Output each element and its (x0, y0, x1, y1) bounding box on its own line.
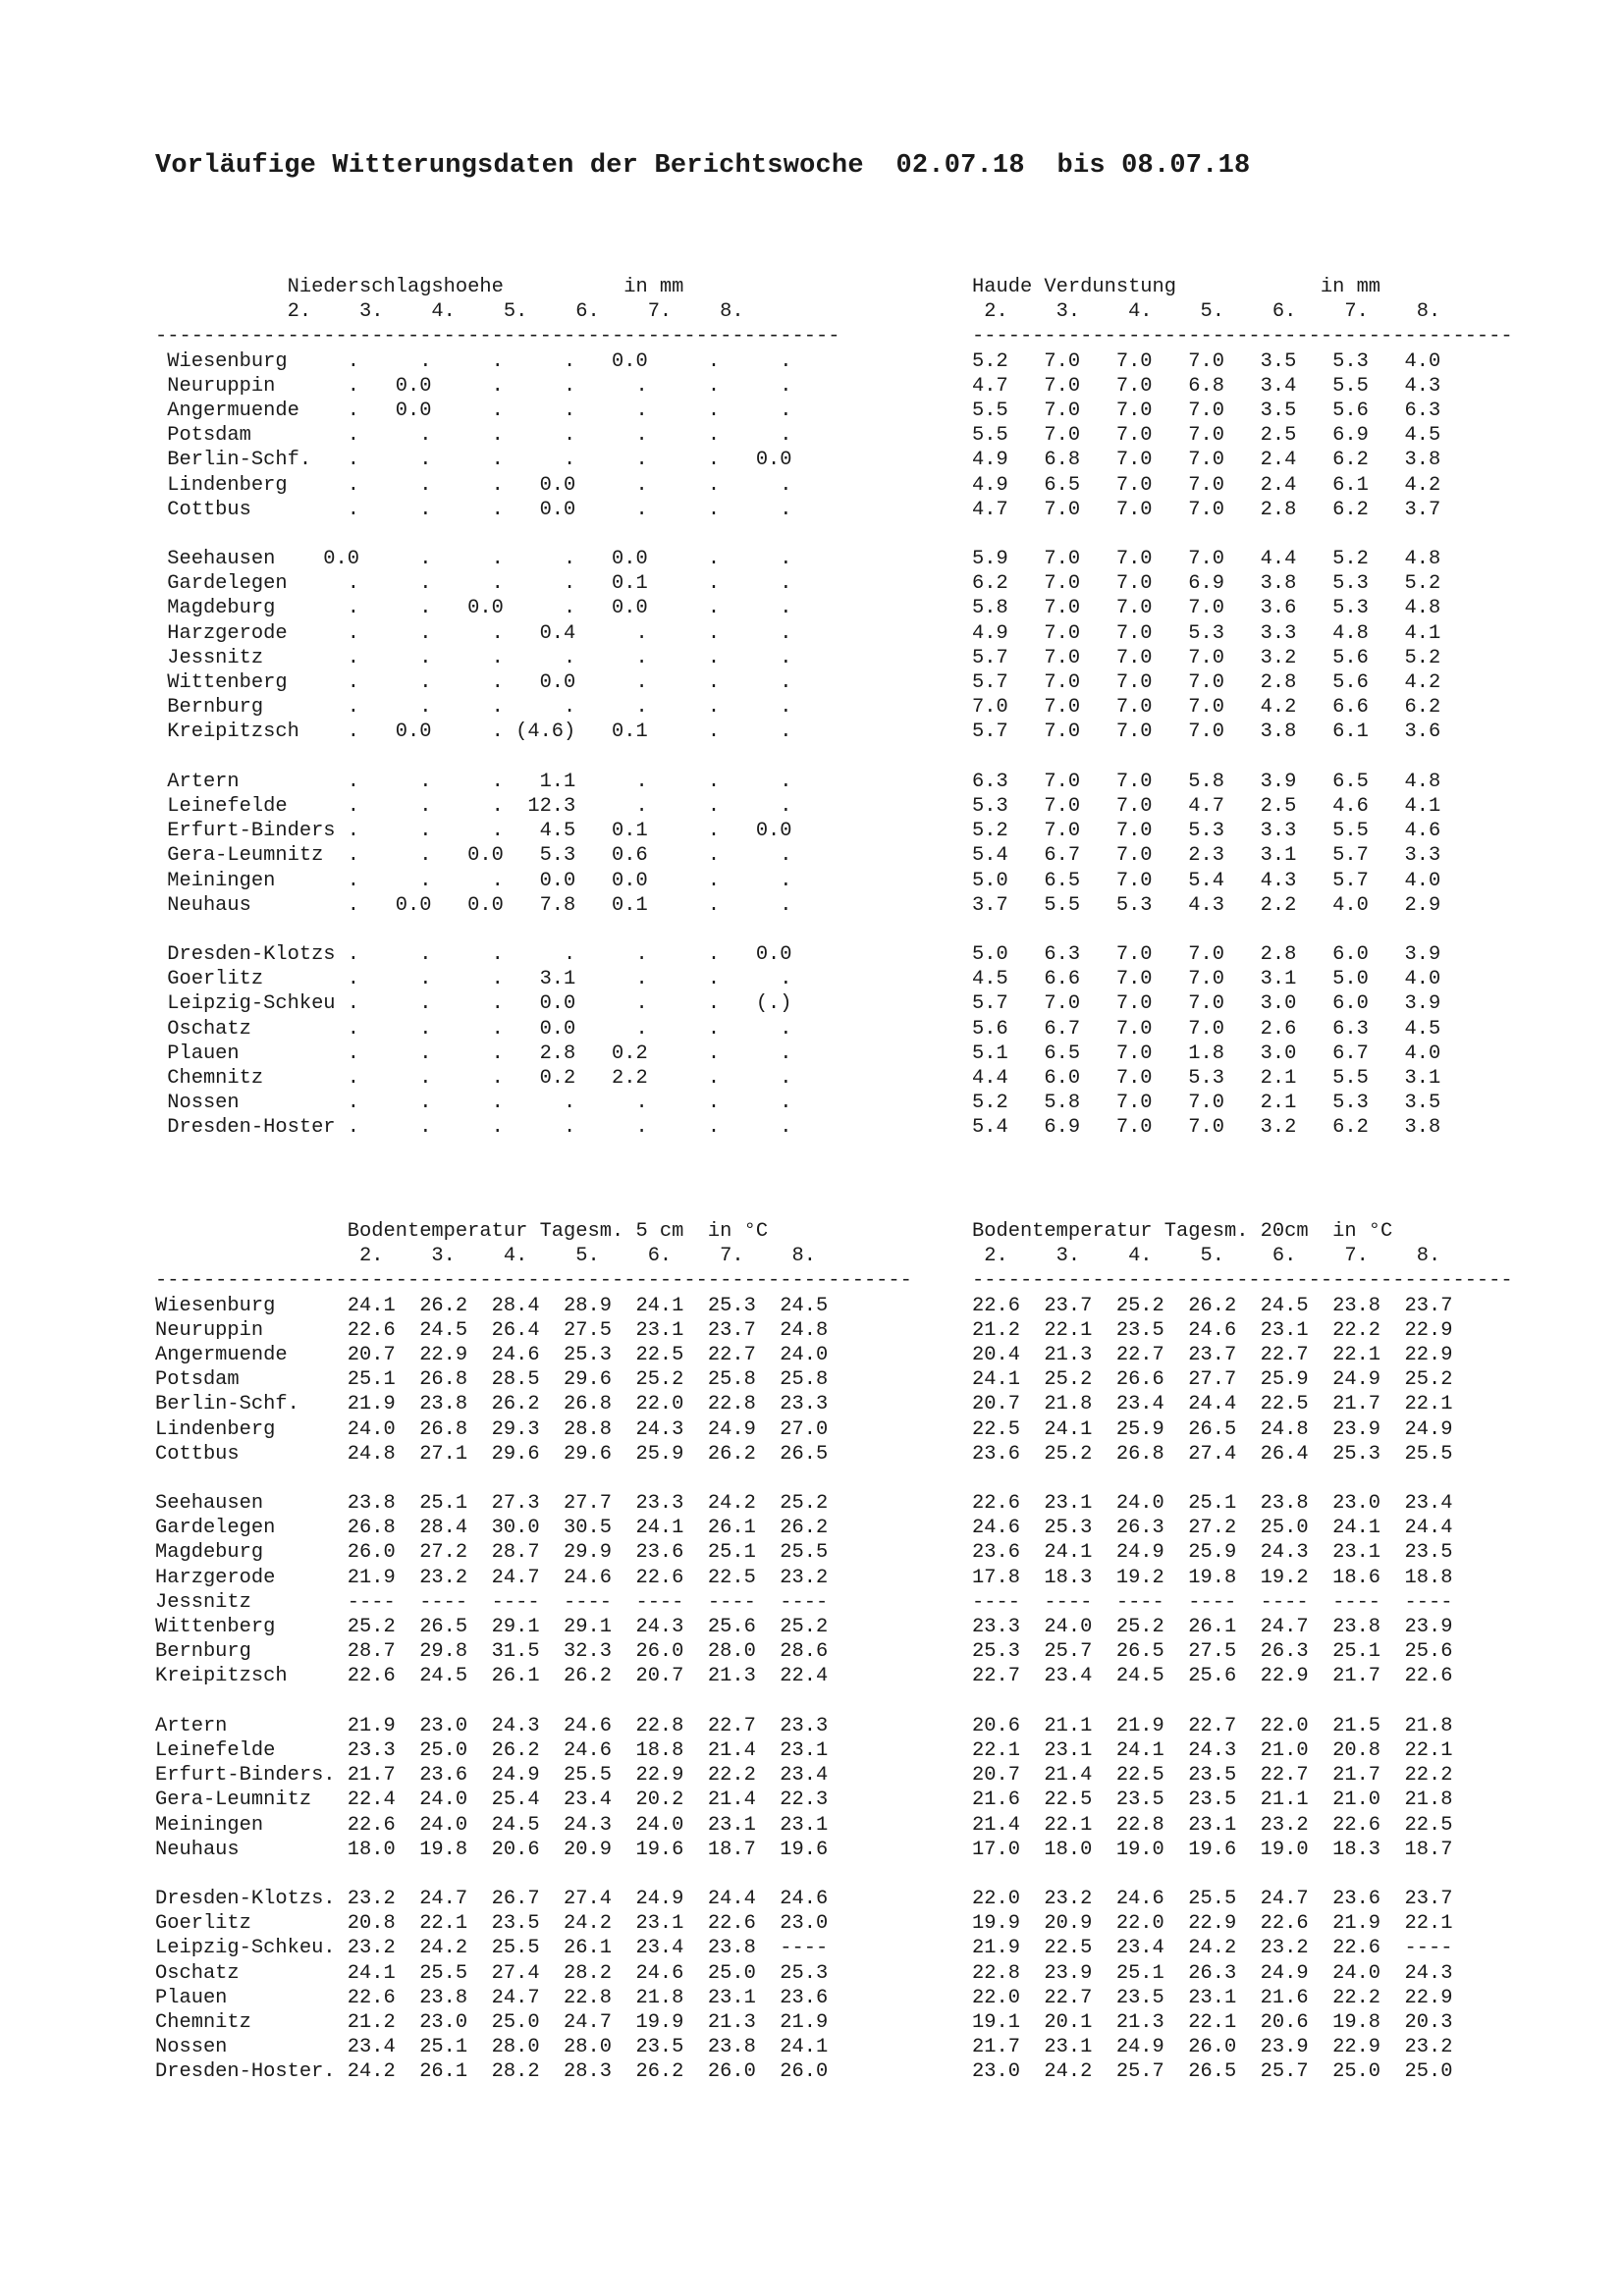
table-row: 19.1 20.1 21.3 22.1 20.6 19.8 20.3 (972, 2011, 1453, 2034)
group-spacer (972, 745, 1513, 770)
table-row: Oschatz . . . 0.0 . . . (155, 1017, 792, 1041)
table-row: Harzgerode 21.9 23.2 24.7 24.6 22.6 22.5 23.2 (155, 1566, 829, 1589)
table-row: Wiesenburg 24.1 26.2 28.4 28.9 24.1 25.3 24.5 (155, 1294, 829, 1317)
document-title: Vorläufige Witterungsdaten der Berichtswoche 02.07.18 bis 08.07.18 (155, 151, 1251, 181)
table-row: 5.4 6.7 7.0 2.3 3.1 5.7 3.3 (972, 844, 1441, 868)
table-row: 21.6 22.5 23.5 23.5 21.1 21.0 21.8 (972, 1789, 1453, 1812)
table-row: 7.0 7.0 7.0 7.0 4.2 6.6 6.2 (972, 696, 1441, 720)
table-row: 5.8 7.0 7.0 7.0 3.6 5.3 4.8 (972, 597, 1441, 620)
table-row: 22.6 23.1 24.0 25.1 23.8 23.0 23.4 (972, 1492, 1453, 1516)
table-row: Magdeburg 26.0 27.2 28.7 29.9 23.6 25.1 25.5 (155, 1541, 829, 1565)
table-row: 5.7 7.0 7.0 7.0 3.2 5.6 5.2 (972, 646, 1441, 669)
table-row: 5.2 7.0 7.0 5.3 3.3 5.5 4.6 (972, 820, 1441, 843)
separator-line: --------------------------------------------- (972, 325, 1513, 348)
table-row: Gardelegen . . . . 0.1 . . (155, 572, 792, 596)
table-row: Meiningen . . . 0.0 0.0 . . (155, 869, 792, 892)
table-row: 21.7 23.1 24.9 26.0 23.9 22.9 23.2 (972, 2036, 1453, 2059)
table-row: 17.0 18.0 19.0 19.6 19.0 18.3 18.7 (972, 1838, 1453, 1861)
group-spacer (155, 918, 839, 942)
table-row: Artern 21.9 23.0 24.3 24.6 22.8 22.7 23.3 (155, 1714, 829, 1737)
table-row: Leinefelde 23.3 25.0 26.2 24.6 18.8 21.4 23.1 (155, 1738, 829, 1762)
table-row: Bernburg 28.7 29.8 31.5 32.3 26.0 28.0 28.6 (155, 1640, 829, 1664)
table-row: 21.9 22.5 23.4 24.2 23.2 22.6 ---- (972, 1937, 1453, 1960)
table-row: 22.0 22.7 23.5 23.1 21.6 22.2 22.9 (972, 1986, 1453, 2009)
table-row: Wittenberg . . . 0.0 . . . (155, 671, 792, 694)
soil-temperature-20cm-table (972, 1219, 1513, 2085)
table-heading: Haude Verdunstung in mm (972, 276, 1381, 298)
group-spacer (972, 918, 1513, 942)
table-row: Nossen . . . . . . . (155, 1092, 792, 1115)
table-row: 4.9 6.8 7.0 7.0 2.4 6.2 3.8 (972, 449, 1441, 472)
table-row: 23.6 24.1 24.9 25.9 24.3 23.1 23.5 (972, 1541, 1453, 1565)
evaporation-table (972, 275, 1513, 1141)
table-row: Dresden-Klotzs. 23.2 24.7 26.7 27.4 24.9 24.4 24.6 (155, 1888, 829, 1911)
table-row: Gera-Leumnitz 22.4 24.0 25.4 23.4 20.2 21.4 22.3 (155, 1789, 829, 1812)
table-row: 23.0 24.2 25.7 26.5 25.7 25.0 25.0 (972, 2060, 1453, 2084)
table-row: 5.3 7.0 7.0 4.7 2.5 4.6 4.1 (972, 794, 1441, 818)
column-header-row: 2. 3. 4. 5. 6. 7. 8. (155, 1245, 817, 1268)
table-row: Goerlitz 20.8 22.1 23.5 24.2 23.1 22.6 23.0 (155, 1912, 829, 1936)
table-row: Bernburg . . . . . . . (155, 696, 792, 720)
table-row: Gardelegen 26.8 28.4 30.0 30.5 24.1 26.1 26.2 (155, 1517, 829, 1540)
table-row: Potsdam 25.1 26.8 28.5 29.6 25.2 25.8 25.8 (155, 1368, 829, 1392)
table-row: Dresden-Klotzs . . . . . . 0.0 (155, 943, 792, 967)
table-row: 5.2 5.8 7.0 7.0 2.1 5.3 3.5 (972, 1092, 1441, 1115)
group-spacer (155, 522, 839, 547)
table-row: 20.6 21.1 21.9 22.7 22.0 21.5 21.8 (972, 1714, 1453, 1737)
table-row: 22.1 23.1 24.1 24.3 21.0 20.8 22.1 (972, 1738, 1453, 1762)
group-spacer (972, 1467, 1513, 1491)
table-row: 17.8 18.3 19.2 19.8 19.2 18.6 18.8 (972, 1566, 1453, 1589)
soil-temperature-5cm-table (155, 1219, 912, 2085)
table-row: Potsdam . . . . . . . (155, 424, 792, 448)
table-row: Kreipitzsch . 0.0 . (4.6) 0.1 . . (155, 721, 792, 744)
table-row: 23.6 25.2 26.8 27.4 26.4 25.3 25.5 (972, 1442, 1453, 1466)
table-row: 24.1 25.2 26.6 27.7 25.9 24.9 25.2 (972, 1368, 1453, 1392)
table-row: 22.7 23.4 24.5 25.6 22.9 21.7 22.6 (972, 1665, 1453, 1688)
group-spacer (155, 1689, 912, 1714)
table-row: Magdeburg . . 0.0 . 0.0 . . (155, 597, 792, 620)
table-row: Dresden-Hoster . . . . . . . (155, 1116, 792, 1140)
table-row: Erfurt-Binders . . . 4.5 0.1 . 0.0 (155, 820, 792, 843)
table-row: Jessnitz . . . . . . . (155, 646, 792, 669)
table-row: 4.7 7.0 7.0 6.8 3.4 5.5 4.3 (972, 374, 1441, 398)
precipitation-table (155, 275, 839, 1141)
table-row: 22.6 23.7 25.2 26.2 24.5 23.8 23.7 (972, 1294, 1453, 1317)
table-row: Dresden-Hoster. 24.2 26.1 28.2 28.3 26.2 26.0 26.0 (155, 2060, 829, 2084)
separator-line: --------------------------------------------------------------- (155, 1269, 912, 1293)
table-row: 5.1 6.5 7.0 1.8 3.0 6.7 4.0 (972, 1041, 1441, 1065)
table-row: Oschatz 24.1 25.5 27.4 28.2 24.6 25.0 25.3 (155, 1961, 829, 1985)
table-row: Wittenberg 25.2 26.5 29.1 29.1 24.3 25.6 25.2 (155, 1616, 829, 1638)
table-row: Chemnitz . . . 0.2 2.2 . . (155, 1067, 792, 1090)
table-row: 5.7 7.0 7.0 7.0 3.0 6.0 3.9 (972, 992, 1441, 1016)
table-row: 22.8 23.9 25.1 26.3 24.9 24.0 24.3 (972, 1961, 1453, 1985)
table-row: Leipzig-Schkeu. 23.2 24.2 25.5 26.1 23.4 23.8 ---- (155, 1937, 829, 1960)
table-heading: Niederschlagshoehe in mm (155, 276, 684, 298)
table-row: Artern . . . 1.1 . . . (155, 770, 792, 793)
table-row: 22.0 23.2 24.6 25.5 24.7 23.6 23.7 (972, 1888, 1453, 1911)
table-row: 22.5 24.1 25.9 26.5 24.8 23.9 24.9 (972, 1417, 1453, 1441)
table-row: 20.7 21.8 23.4 24.4 22.5 21.7 22.1 (972, 1393, 1453, 1416)
group-spacer (155, 1862, 912, 1887)
table-row: Neuruppin . 0.0 . . . . . (155, 374, 792, 398)
table-row: 3.7 5.5 5.3 4.3 2.2 4.0 2.9 (972, 893, 1441, 917)
table-row: 20.4 21.3 22.7 23.7 22.7 22.1 22.9 (972, 1343, 1453, 1366)
table-row: 23.3 24.0 25.2 26.1 24.7 23.8 23.9 (972, 1616, 1453, 1638)
column-header-row: 2. 3. 4. 5. 6. 7. 8. (155, 300, 744, 324)
table-row: Cottbus . . . 0.0 . . . (155, 498, 792, 521)
table-row: Neuhaus 18.0 19.8 20.6 20.9 19.6 18.7 19.6 (155, 1838, 829, 1861)
table-row: Leinefelde . . . 12.3 . . . (155, 794, 792, 818)
table-row: Lindenberg 24.0 26.8 29.3 28.8 24.3 24.9 27.0 (155, 1417, 829, 1441)
table-row: 5.0 6.5 7.0 5.4 4.3 5.7 4.0 (972, 869, 1441, 892)
table-row: 5.5 7.0 7.0 7.0 2.5 6.9 4.5 (972, 424, 1441, 448)
table-row: Seehausen 23.8 25.1 27.3 27.7 23.3 24.2 25.2 (155, 1492, 829, 1516)
group-spacer (972, 1689, 1513, 1714)
table-row: Plauen . . . 2.8 0.2 . . (155, 1041, 792, 1065)
separator-line: --------------------------------------------- (972, 1269, 1513, 1293)
table-row: 5.6 6.7 7.0 7.0 2.6 6.3 4.5 (972, 1017, 1441, 1041)
table-row: 25.3 25.7 26.5 27.5 26.3 25.1 25.6 (972, 1640, 1453, 1664)
table-heading: Bodentemperatur Tagesm. 5 cm in °C (155, 1220, 769, 1243)
table-row: Harzgerode . . . 0.4 . . . (155, 621, 792, 645)
table-row: 4.9 7.0 7.0 5.3 3.3 4.8 4.1 (972, 621, 1441, 645)
table-row: 4.5 6.6 7.0 7.0 3.1 5.0 4.0 (972, 968, 1441, 991)
table-row: 5.9 7.0 7.0 7.0 4.4 5.2 4.8 (972, 548, 1441, 571)
table-row: Gera-Leumnitz . . 0.0 5.3 0.6 . . (155, 844, 792, 868)
table-row: Nossen 23.4 25.1 28.0 28.0 23.5 23.8 24.1 (155, 2036, 829, 2059)
table-row: 24.6 25.3 26.3 27.2 25.0 24.1 24.4 (972, 1517, 1453, 1540)
table-row: Cottbus 24.8 27.1 29.6 29.6 25.9 26.2 26.5 (155, 1442, 829, 1466)
table-row: Lindenberg . . . 0.0 . . . (155, 473, 792, 497)
table-row: 5.0 6.3 7.0 7.0 2.8 6.0 3.9 (972, 943, 1441, 967)
table-row: Angermuende 20.7 22.9 24.6 25.3 22.5 22.7 24.0 (155, 1343, 829, 1366)
table-row: 5.7 7.0 7.0 7.0 3.8 6.1 3.6 (972, 721, 1441, 744)
table-row: Berlin-Schf. 21.9 23.8 26.2 26.8 22.0 22.8 23.3 (155, 1393, 829, 1416)
table-row: 6.3 7.0 7.0 5.8 3.9 6.5 4.8 (972, 770, 1441, 793)
table-row: Goerlitz . . . 3.1 . . . (155, 968, 792, 991)
table-row: 21.2 22.1 23.5 24.6 23.1 22.2 22.9 (972, 1318, 1453, 1342)
table-row: Neuhaus . 0.0 0.0 7.8 0.1 . . (155, 893, 792, 917)
table-row: 19.9 20.9 22.0 22.9 22.6 21.9 22.1 (972, 1912, 1453, 1936)
table-row: 4.4 6.0 7.0 5.3 2.1 5.5 3.1 (972, 1067, 1441, 1090)
table-row: Angermuende . 0.0 . . . . . (155, 399, 792, 422)
table-row: 5.2 7.0 7.0 7.0 3.5 5.3 4.0 (972, 349, 1441, 373)
table-row: Leipzig-Schkeu . . . 0.0 . . (.) (155, 992, 792, 1016)
table-row: 5.7 7.0 7.0 7.0 2.8 5.6 4.2 (972, 671, 1441, 694)
group-spacer (972, 1862, 1513, 1887)
table-row: Meiningen 22.6 24.0 24.5 24.3 24.0 23.1 23.1 (155, 1813, 829, 1837)
table-row: 6.2 7.0 7.0 6.9 3.8 5.3 5.2 (972, 572, 1441, 596)
table-row: Jessnitz ---- ---- ---- ---- ---- ---- ---- (155, 1590, 829, 1614)
column-header-row: 2. 3. 4. 5. 6. 7. 8. (972, 1245, 1441, 1268)
table-row: 5.4 6.9 7.0 7.0 3.2 6.2 3.8 (972, 1116, 1441, 1140)
separator-line: --------------------------------------------------------- (155, 325, 840, 348)
group-spacer (972, 522, 1513, 547)
group-spacer (155, 745, 839, 770)
table-row: 4.7 7.0 7.0 7.0 2.8 6.2 3.7 (972, 498, 1441, 521)
table-row: ---- ---- ---- ---- ---- ---- ---- (972, 1590, 1453, 1614)
table-row: Wiesenburg . . . . 0.0 . . (155, 349, 792, 373)
table-row: Plauen 22.6 23.8 24.7 22.8 21.8 23.1 23.6 (155, 1986, 829, 2009)
table-row: Berlin-Schf. . . . . . . 0.0 (155, 449, 792, 472)
group-spacer (155, 1467, 912, 1491)
table-row: 4.9 6.5 7.0 7.0 2.4 6.1 4.2 (972, 473, 1441, 497)
table-row: Erfurt-Binders. 21.7 23.6 24.9 25.5 22.9 22.2 23.4 (155, 1764, 829, 1788)
table-row: 21.4 22.1 22.8 23.1 23.2 22.6 22.5 (972, 1813, 1453, 1837)
table-row: Chemnitz 21.2 23.0 25.0 24.7 19.9 21.3 21.9 (155, 2011, 829, 2034)
table-row: 20.7 21.4 22.5 23.5 22.7 21.7 22.2 (972, 1764, 1453, 1788)
column-header-row: 2. 3. 4. 5. 6. 7. 8. (972, 300, 1441, 324)
table-row: Kreipitzsch 22.6 24.5 26.1 26.2 20.7 21.3 22.4 (155, 1665, 829, 1688)
table-heading: Bodentemperatur Tagesm. 20cm in °C (972, 1220, 1393, 1243)
table-row: 5.5 7.0 7.0 7.0 3.5 5.6 6.3 (972, 399, 1441, 422)
table-row: Neuruppin 22.6 24.5 26.4 27.5 23.1 23.7 24.8 (155, 1318, 829, 1342)
table-row: Seehausen 0.0 . . . 0.0 . . (155, 548, 792, 571)
